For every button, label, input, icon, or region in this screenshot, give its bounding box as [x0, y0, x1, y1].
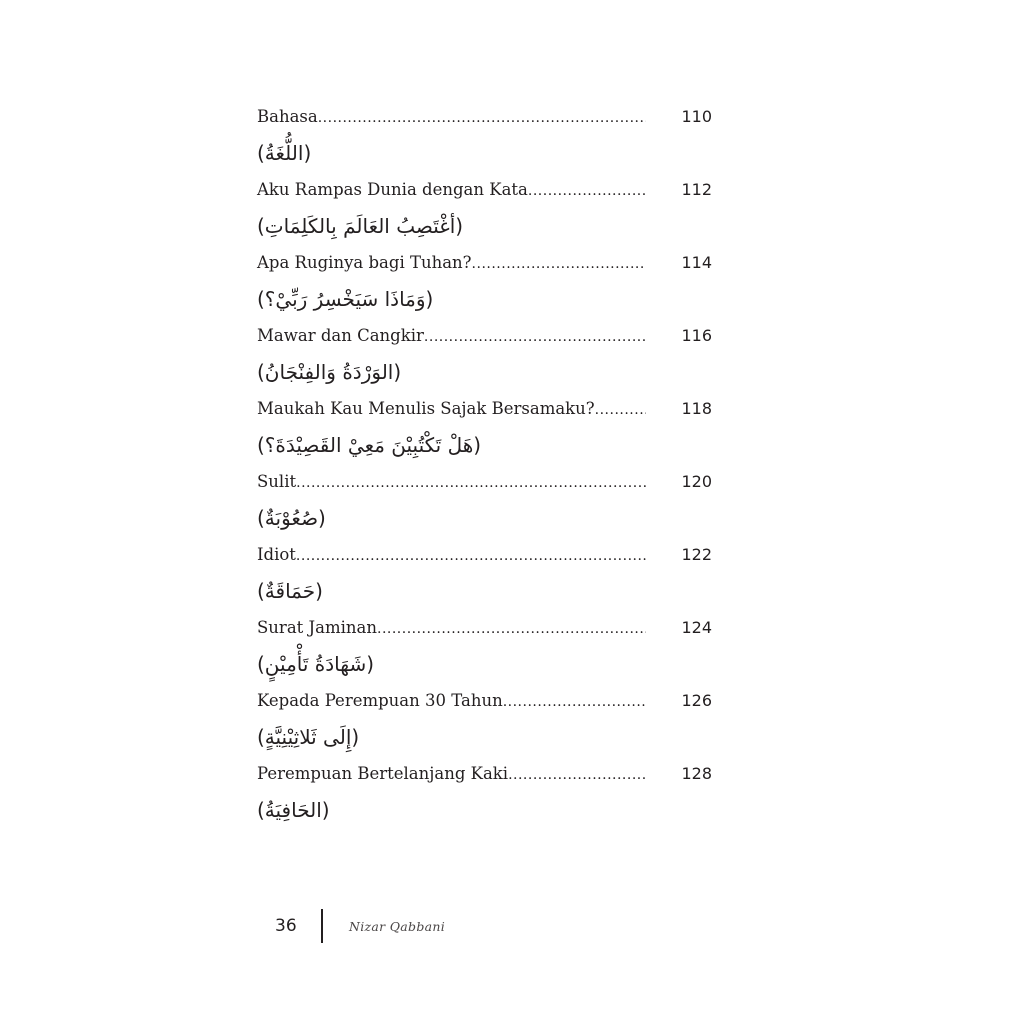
toc-entry-arabic-title: (صُعُوْبَةٌ): [257, 506, 326, 530]
toc-entry[interactable]: [257, 395, 712, 468]
toc-entry-page: 114: [681, 253, 712, 272]
toc-entry[interactable]: [257, 176, 712, 249]
page-footer: [275, 908, 445, 944]
toc-entry-line: [257, 176, 712, 204]
toc-entry-line: [257, 249, 712, 277]
toc-entry-title: Apa Ruginya bagi Tuhan?: [257, 253, 472, 272]
toc-entry[interactable]: [257, 687, 712, 760]
toc-entry-page: 116: [681, 326, 712, 345]
toc-entry-title: Bahasa: [257, 107, 318, 126]
toc-entry-page: 112: [681, 180, 712, 199]
toc-entry-line: [257, 614, 712, 642]
toc-entry-page: 110: [681, 107, 712, 126]
toc-entry[interactable]: [257, 760, 712, 833]
dot-leader: [508, 761, 646, 789]
toc-entry-title: Idiot: [257, 545, 296, 564]
toc-entry-arabic-title: (أغْتَصِبُ العَالَمَ بِالكَلِمَاتِ): [257, 214, 464, 238]
dot-leader: [424, 323, 646, 351]
toc-entry-arabic-title: (الوَرْدَةُ وَالفِنْجَانُ): [257, 360, 402, 384]
toc-entry-arabic-title: (وَمَاذَا سَيَخْسِرُ رَبِّيْ؟): [257, 287, 434, 311]
toc-entry[interactable]: [257, 103, 712, 176]
toc-entry-line: [257, 395, 712, 423]
toc-entry[interactable]: [257, 322, 712, 395]
dot-leader: [528, 177, 646, 205]
toc-entry-title: Surat Jaminan: [257, 618, 377, 637]
toc-entry[interactable]: [257, 541, 712, 614]
toc-entry[interactable]: [257, 468, 712, 541]
dot-leader: [503, 688, 646, 716]
toc-entry-title: Sulit: [257, 472, 297, 491]
toc-entry-page: 118: [681, 399, 712, 418]
dot-leader: [595, 396, 646, 424]
toc-entry-line: [257, 103, 712, 131]
dot-leader: [318, 104, 646, 132]
toc-entry-page: 124: [681, 618, 712, 637]
toc-entry-line: [257, 468, 712, 496]
toc-entry-title: Aku Rampas Dunia dengan Kata: [257, 180, 528, 199]
toc-entry-arabic-title: (هَلْ تَكْتُبِيْنَ مَعِيْ القَصِيْدَةَ؟): [257, 433, 482, 457]
toc-entry-page: 128: [681, 764, 712, 783]
page-number: 36: [275, 916, 297, 936]
toc-entry-title: Perempuan Bertelanjang Kaki: [257, 764, 509, 783]
footer-divider: [321, 909, 323, 943]
toc-entry-page: 126: [681, 691, 712, 710]
dot-leader: [296, 542, 646, 570]
toc-entry[interactable]: [257, 614, 712, 687]
toc-entry-arabic-title: (الحَافِيَةُ): [257, 798, 330, 822]
toc-entry-title: Mawar dan Cangkir: [257, 326, 424, 345]
toc-entry-page: 122: [681, 545, 712, 564]
toc-entry-line: [257, 760, 712, 788]
dot-leader: [472, 250, 646, 278]
toc-entry[interactable]: [257, 249, 712, 322]
dot-leader: [296, 469, 646, 497]
toc-entry-arabic-title: (حَمَاقَةٌ): [257, 579, 323, 603]
toc-entry-arabic-title: (اللُّغَةُ): [257, 141, 312, 165]
table-of-contents: [257, 103, 712, 833]
toc-entry-title: Maukah Kau Menulis Sajak Bersamaku?: [257, 399, 595, 418]
dot-leader: [377, 615, 646, 643]
toc-entry-arabic-title: (شَهَادَةُ تَأْمِيْنٍ): [257, 652, 375, 676]
running-author: Nizar Qabbani: [349, 918, 446, 934]
toc-entry-line: [257, 322, 712, 350]
toc-entry-page: 120: [681, 472, 712, 491]
toc-entry-line: [257, 541, 712, 569]
toc-entry-line: [257, 687, 712, 715]
toc-entry-arabic-title: (إِلَى ثَلاثِيْنِيَّةٍ): [257, 725, 360, 749]
toc-entry-title: Kepada Perempuan 30 Tahun: [257, 691, 503, 710]
